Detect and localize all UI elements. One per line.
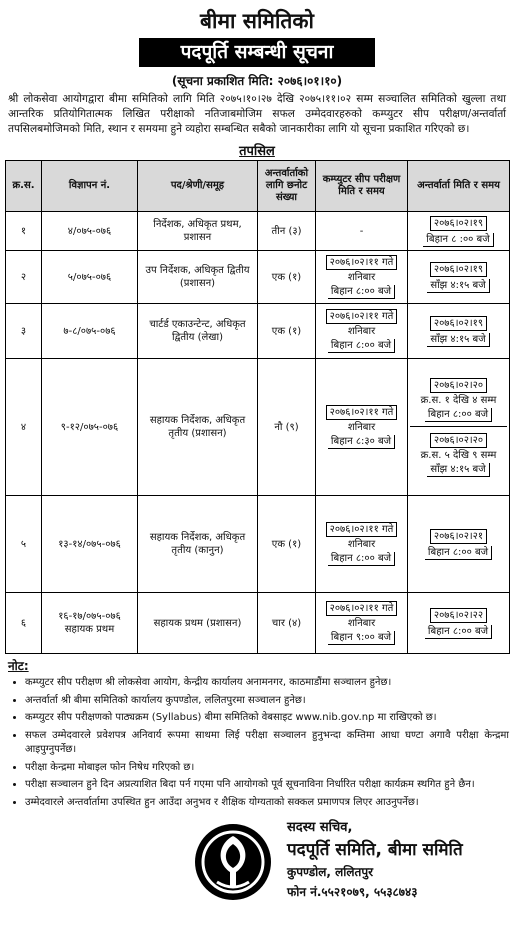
computer-test-date: २०७६।०२।११ गते: [326, 522, 398, 537]
cell-interview: [408, 593, 510, 654]
computer-test-time: बिहान ९:०० बजे: [328, 631, 395, 645]
interview-date: २०७६।०२।१९: [430, 316, 487, 331]
cell-computer-test: [316, 304, 408, 359]
interview-slot-a: [410, 377, 507, 427]
header-post: पद/श्रेणी/समूह: [138, 161, 258, 212]
computer-test-time: बिहान ८:०० बजे: [328, 285, 395, 299]
cell-computer-test: -: [316, 212, 408, 251]
interview-time: बिहान ८:०० बजे: [425, 625, 492, 639]
computer-test-time: बिहान ८:०० बजे: [328, 339, 395, 353]
computer-test-time: बिहान ८:३० बजे: [328, 435, 395, 449]
schedule-table: [5, 160, 510, 654]
table-header-row: [6, 161, 510, 212]
header-ad-no: विज्ञापन नं.: [42, 161, 138, 212]
interview-slot-b: [410, 432, 507, 478]
interview-time: बिहान ८:०० बजे: [425, 408, 492, 422]
interview-date: २०७६।०२।१९: [430, 216, 487, 231]
computer-test-day: शनिबार: [347, 326, 376, 337]
table-row: [6, 251, 510, 304]
cell-interview: [408, 359, 510, 496]
cell-computer-test: [316, 593, 408, 654]
cell-interview: [408, 251, 510, 304]
notes-heading: नोट:: [8, 659, 29, 673]
cell-post: चार्टर्ड एकाउन्टेन्ट, अधिकृत द्वितीय (लेखा): [138, 304, 258, 359]
cell-ad-no: ७-८/०७५-०७६: [42, 304, 138, 359]
list-item: • अन्तर्वार्ता श्री बीमा समितिको कार्यालय कुपण्डोल, ललितपुरमा सञ्चालन हुनेछ।: [25, 694, 509, 709]
interview-date: २०७६।०२।२०: [430, 433, 487, 448]
signature-text: [287, 818, 463, 902]
cell-ad-no: ९-१२/०७५-०७६: [42, 359, 138, 496]
cell-ad-no: १३-१४/०७५-०७६: [42, 496, 138, 593]
tapasil-heading: तपसिल: [239, 144, 275, 159]
computer-test-date: २०७६।०२।११ गते: [326, 405, 398, 420]
interview-time: साँझ ४:१५ बजे: [427, 463, 489, 477]
cell-sn: ४: [6, 359, 42, 496]
interview-date: २०७६।०२।२२: [430, 608, 487, 623]
interview-time: बिहान ८:०० बजे: [425, 546, 492, 560]
cell-post: सहायक निर्देशक, अधिकृत तृतीय (कानुन): [138, 496, 258, 593]
list-item: • कम्प्युटर सीप परीक्षण श्री लोकसेवा आयोग, केन्द्रीय कार्यालय अनामनगर, काठमाडौंमा सञ्चालन हुनेछ।: [25, 676, 509, 691]
cell-ad-no: [42, 593, 138, 654]
cell-count: चार (४): [258, 593, 316, 654]
cell-count: तीन (३): [258, 212, 316, 251]
cell-interview: [408, 304, 510, 359]
cell-post: सहायक निर्देशक, अधिकृत तृतीय (प्रशासन): [138, 359, 258, 496]
header-count: अन्तर्वार्ताको लागि छनोट संख्या: [258, 161, 316, 212]
list-item: • उम्मेदवारले अन्तर्वार्तामा उपस्थित हुन आउँदा अनुभव र शैक्षिक योग्यताको सक्कल प्रमाणपत्र लिएर आउनुपर्नेछ।: [25, 796, 509, 811]
table-row: [6, 304, 510, 359]
cell-sn: १: [6, 212, 42, 251]
phone-numbers: फोन नं.५५२१०७९, ५५३८७४३: [287, 885, 418, 899]
table-row: [6, 496, 510, 593]
computer-test-day: शनिबार: [347, 422, 376, 433]
cell-count: एक (१): [258, 251, 316, 304]
intro-paragraph: श्री लोकसेवा आयोगद्वारा बीमा समितिको लागि मिति २०७५।१०।२७ देखि २०७५।११।०२ सम्म सञ्चालित समितिको खुल्ला तथा आन्तरिक प्रतियोगितात्मक लिखित परीक्षाको नतिजाबमोजिम सफल उम्मेदवारहरुको कम्प्युटर सीप परीक्षण/अन्तर्वार्ता तपसिलबमोजिमको मिति, स्थान र समयमा हुने व्यहोरा सम्बन्धित सबैको जानकारीका लागि यो सूचना प्रकाशित गरिएको छ।: [8, 93, 506, 135]
interview-date: २०७६।०२।२१: [430, 529, 487, 544]
cell-post: उप निर्देशक, अधिकृत द्वितीय (प्रशासन): [138, 251, 258, 304]
interview-time: साँझ ४:१५ बजे: [427, 333, 489, 347]
cell-count: एक (१): [258, 304, 316, 359]
list-item: • सफल उम्मेदवारले प्रवेशपत्र अनिवार्य रूपमा साथमा लिई परीक्षा सञ्चालन हुनुभन्दा कम्तिमा आधा घण्टा अगावै परीक्षा केन्द्रमा आइपुग्नुपर्नेछ।: [25, 729, 509, 758]
table-row: [6, 212, 510, 251]
notes-list: [5, 676, 509, 810]
header-computer-test: कम्प्युटर सीप परीक्षण मिति र समय: [316, 161, 408, 212]
list-item: • परीक्षा केन्द्रमा मोबाइल फोन निषेध गरिएको छ।: [25, 761, 509, 776]
interview-date: २०७६।०२।२०: [430, 378, 487, 393]
computer-test-day: शनिबार: [347, 618, 376, 629]
cell-sn: ३: [6, 304, 42, 359]
cell-post: सहायक प्रथम (प्रशासन): [138, 593, 258, 654]
cell-count: नौ (९): [258, 359, 316, 496]
cell-sn: ५: [6, 496, 42, 593]
org-title: बीमा समितिको: [200, 9, 314, 33]
table-row: [6, 359, 510, 496]
interview-time: साँझ ४:१५ बजे: [427, 279, 489, 293]
computer-test-time: बिहान ८:०० बजे: [328, 552, 395, 566]
table-row: [6, 593, 510, 654]
computer-test-date: २०७६।०२।११ गते: [326, 601, 398, 616]
notice-page: [5, 0, 509, 906]
computer-test-date: २०७६।०२।११ गते: [326, 309, 398, 324]
list-item: • परीक्षा सञ्चालन हुने दिन अप्रत्याशित बिदा पर्न गएमा पनि आयोगको पूर्व सूचनाविना निर्धारित परीक्षा कार्यक्रम स्थगित हुने छैन।: [25, 778, 509, 793]
interview-date: २०७६।०२।१९: [430, 262, 487, 277]
ad-post: सहायक प्रथम: [64, 624, 115, 635]
header-interview: अन्तर्वार्ता मिति र समय: [408, 161, 510, 212]
cell-post: निर्देशक, अधिकृत प्रथम, प्रशासन: [138, 212, 258, 251]
interview-range: क्र.स. ५ देखि ९ सम्म: [420, 449, 497, 461]
cell-count: एक (१): [258, 496, 316, 593]
header-sn: क्र.स.: [6, 161, 42, 212]
cell-sn: ६: [6, 593, 42, 654]
cell-sn: २: [6, 251, 42, 304]
cell-computer-test: [316, 251, 408, 304]
interview-time: बिहान ८ :०० बजे: [423, 233, 493, 247]
publication-date: (सूचना प्रकाशित मिति: २०७६।०१।१०): [171, 74, 343, 88]
signatory-title: सदस्य सचिव,: [287, 820, 353, 835]
interview-range: क्र.स. १ देखि ४ सम्म: [420, 394, 497, 406]
computer-test-day: शनिबार: [347, 539, 376, 550]
computer-test-date: २०७६।०२।११ गते: [326, 255, 398, 270]
cell-ad-no: ५/०७५-०७६: [42, 251, 138, 304]
ad-number: १६-१७/०७५-०७६: [58, 611, 121, 622]
notice-title-banner: पदपूर्ति सम्बन्धी सूचना: [139, 38, 375, 67]
cell-interview: [408, 212, 510, 251]
office-address: कुपण्डोल, ललितपुर: [287, 865, 374, 879]
cell-ad-no: ४/०७५-०७६: [42, 212, 138, 251]
signature-block: [5, 814, 509, 906]
list-item: • कम्प्युटर सीप परीक्षणको पाठ्यक्रम (Syllabus) बीमा समितिको वेबसाइट www.nib.gov.np मा राखिएको छ।: [25, 711, 509, 726]
cell-computer-test: [316, 359, 408, 496]
cell-interview: [408, 496, 510, 593]
computer-test-day: शनिबार: [347, 272, 376, 283]
cell-computer-test: [316, 496, 408, 593]
insurance-board-logo-icon: [193, 822, 273, 902]
committee-name: पदपूर्ति समिति, बीमा समिति: [287, 840, 463, 860]
